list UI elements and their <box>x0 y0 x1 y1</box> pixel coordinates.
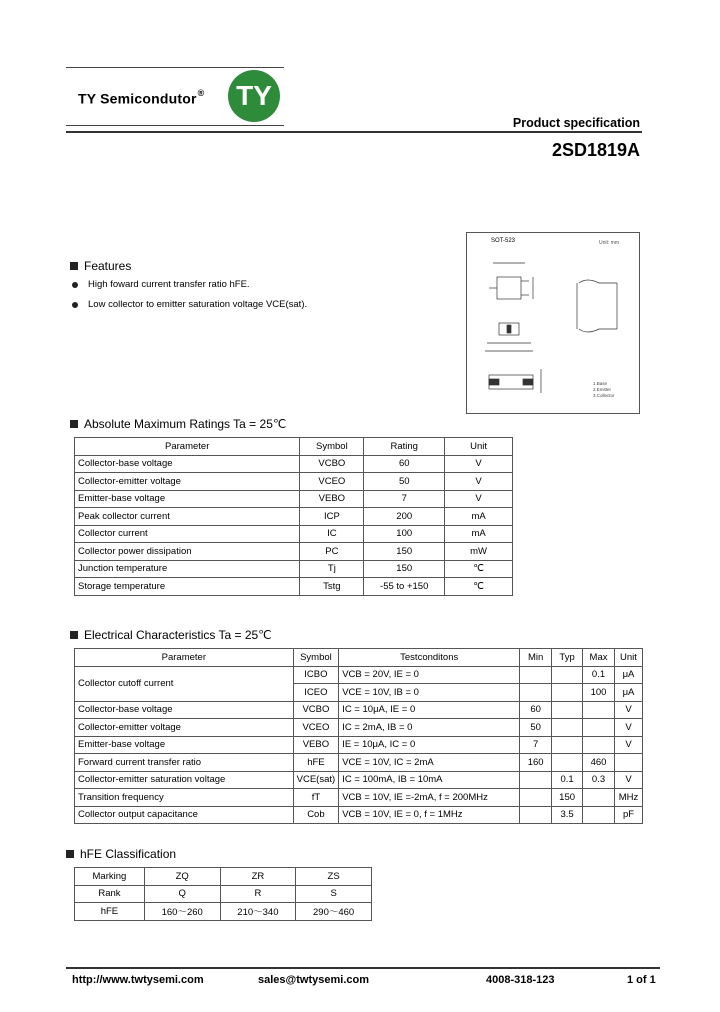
table-cell <box>552 684 583 702</box>
table-cell: 0.1 <box>552 771 583 789</box>
package-pin-list <box>593 381 615 399</box>
table-row <box>75 578 513 596</box>
table-cell: 3.5 <box>552 806 583 824</box>
table-cell: Cob <box>293 806 339 824</box>
table-cell: ℃ <box>445 560 513 578</box>
table-cell <box>583 789 615 807</box>
col-header: Parameter <box>75 438 300 456</box>
elec-table <box>74 648 643 824</box>
part-number: 2SD1819A <box>551 140 640 160</box>
col-header: Typ <box>552 649 583 667</box>
table-cell: PC <box>300 543 364 561</box>
table-row <box>75 789 643 807</box>
table-cell: 200 <box>364 508 445 526</box>
table-cell: 100 <box>364 525 445 543</box>
table-header-row <box>75 649 643 667</box>
table-row <box>75 455 513 473</box>
col-header: Parameter <box>75 649 294 667</box>
table-cell: 0.1 <box>583 666 615 684</box>
table-cell: V <box>445 473 513 491</box>
table-row <box>75 508 513 526</box>
table-cell <box>520 806 552 824</box>
table-cell: V <box>614 771 642 789</box>
table-row <box>75 868 372 886</box>
hfe-title: hFE Classification <box>66 847 176 861</box>
table-cell: mA <box>445 508 513 526</box>
table-cell: Tstg <box>300 578 364 596</box>
table-cell: VEBO <box>293 736 339 754</box>
hfe-table <box>74 867 372 921</box>
table-cell: 150 <box>364 543 445 561</box>
table-cell: ZQ <box>144 868 220 886</box>
col-header: Unit <box>614 649 642 667</box>
table-cell: IC = 100mA, IB = 10mA <box>339 771 520 789</box>
table-cell <box>552 666 583 684</box>
table-row <box>75 666 643 684</box>
table-cell: Tj <box>300 560 364 578</box>
abs-max-table <box>74 437 513 596</box>
table-cell: Peak collector current <box>75 508 300 526</box>
table-cell: VEBO <box>300 490 364 508</box>
table-cell: Q <box>144 885 220 903</box>
table-cell: Marking <box>75 868 145 886</box>
table-cell: mA <box>445 525 513 543</box>
feature-item: Low collector to emitter saturation voltage VCE(sat). <box>72 299 307 310</box>
header-rule-bottom <box>66 125 284 126</box>
table-cell: 460 <box>583 754 615 772</box>
table-cell: VCEO <box>300 473 364 491</box>
table-row <box>75 473 513 491</box>
table-cell: 60 <box>520 701 552 719</box>
table-cell: 50 <box>520 719 552 737</box>
pin-1-label: 1.Base <box>593 381 608 386</box>
footer-url[interactable]: http://www.twtysemi.com <box>72 974 204 986</box>
table-cell <box>552 719 583 737</box>
table-cell: ℃ <box>445 578 513 596</box>
bullet-icon <box>72 282 78 288</box>
table-cell: Collector cutoff current <box>75 666 294 701</box>
table-cell: hFE <box>293 754 339 772</box>
table-row <box>75 771 643 789</box>
features-title: Features <box>70 259 131 273</box>
table-cell: V <box>614 701 642 719</box>
table-cell: 160 <box>520 754 552 772</box>
table-row <box>75 701 643 719</box>
table-cell: Forward current transfer ratio <box>75 754 294 772</box>
table-row <box>75 903 372 921</box>
table-cell: V <box>614 736 642 754</box>
col-header: Symbol <box>300 438 364 456</box>
table-cell: Junction temperature <box>75 560 300 578</box>
table-cell: IE = 10μA, IC = 0 <box>339 736 520 754</box>
table-cell: Collector current <box>75 525 300 543</box>
table-cell: hFE <box>75 903 145 921</box>
table-cell: ICBO <box>293 666 339 684</box>
table-cell <box>583 701 615 719</box>
package-outline-drawing <box>466 232 640 414</box>
package-name: SOT-523 <box>491 238 516 244</box>
table-cell: 7 <box>364 490 445 508</box>
table-cell: 60 <box>364 455 445 473</box>
col-header: Testconditons <box>339 649 520 667</box>
footer-email[interactable]: sales@twtysemi.com <box>258 974 369 986</box>
table-cell <box>520 666 552 684</box>
table-cell <box>583 719 615 737</box>
header-divider <box>66 131 642 133</box>
square-bullet-icon <box>70 420 78 428</box>
table-cell <box>520 771 552 789</box>
abs-max-title: Absolute Maximum Ratings Ta = 25℃ <box>70 417 286 431</box>
table-cell: MHz <box>614 789 642 807</box>
table-cell: 100 <box>583 684 615 702</box>
table-cell: Collector-base voltage <box>75 701 294 719</box>
table-cell: IC = 10μA, IE = 0 <box>339 701 520 719</box>
table-cell: 150 <box>364 560 445 578</box>
table-cell: pF <box>614 806 642 824</box>
square-bullet-icon <box>70 631 78 639</box>
square-bullet-icon <box>70 262 78 270</box>
table-cell: Collector-emitter voltage <box>75 719 294 737</box>
table-cell: VCE = 10V, IC = 2mA <box>339 754 520 772</box>
table-cell: ZR <box>220 868 296 886</box>
elec-title: Electrical Characteristics Ta = 25℃ <box>70 628 272 642</box>
table-cell <box>552 736 583 754</box>
table-row <box>75 490 513 508</box>
table-cell: μA <box>614 666 642 684</box>
footer-divider <box>66 967 660 969</box>
table-row <box>75 885 372 903</box>
header-rule-top <box>66 67 284 68</box>
table-cell: V <box>445 455 513 473</box>
table-cell <box>552 754 583 772</box>
table-cell <box>583 806 615 824</box>
table-cell: Storage temperature <box>75 578 300 596</box>
table-cell: Collector output capacitance <box>75 806 294 824</box>
table-row <box>75 525 513 543</box>
table-cell: VCE = 10V, IB = 0 <box>339 684 520 702</box>
table-cell: ICEO <box>293 684 339 702</box>
footer-page-number: 1 of 1 <box>627 974 656 986</box>
table-cell: 0.3 <box>583 771 615 789</box>
table-cell: Emitter-base voltage <box>75 736 294 754</box>
pin-3-label: 3.Collector <box>593 393 615 398</box>
col-header: Rating <box>364 438 445 456</box>
table-cell: 290～460 <box>296 903 372 921</box>
col-header: Min <box>520 649 552 667</box>
table-cell: VCB = 10V, IE = 0, f = 1MHz <box>339 806 520 824</box>
product-specification: Product specification <box>512 116 640 130</box>
table-cell <box>520 684 552 702</box>
table-cell: 7 <box>520 736 552 754</box>
table-cell: ZS <box>296 868 372 886</box>
table-row <box>75 560 513 578</box>
table-row <box>75 736 643 754</box>
company-name: TY Semicondutor® <box>78 88 205 107</box>
table-cell <box>552 701 583 719</box>
table-cell: IC <box>300 525 364 543</box>
footer-phone: 4008-318-123 <box>486 974 555 986</box>
table-cell: Collector-emitter voltage <box>75 473 300 491</box>
table-cell: Collector-emitter saturation voltage <box>75 771 294 789</box>
bullet-icon <box>72 302 78 308</box>
table-cell: VCBO <box>293 701 339 719</box>
company-logo: TY <box>228 70 280 122</box>
col-header: Unit <box>445 438 513 456</box>
table-cell: VCEO <box>293 719 339 737</box>
table-cell: VCB = 10V, IE =-2mA, f = 200MHz <box>339 789 520 807</box>
table-row <box>75 719 643 737</box>
table-row <box>75 543 513 561</box>
table-cell: fT <box>293 789 339 807</box>
table-cell: Transition frequency <box>75 789 294 807</box>
table-cell: mW <box>445 543 513 561</box>
table-cell: Collector-base voltage <box>75 455 300 473</box>
table-cell <box>583 736 615 754</box>
table-cell: -55 to +150 <box>364 578 445 596</box>
table-cell: VCE(sat) <box>293 771 339 789</box>
table-cell: ICP <box>300 508 364 526</box>
feature-item: High foward current transfer ratio hFE. <box>72 279 250 290</box>
table-cell: μA <box>614 684 642 702</box>
table-row <box>75 806 643 824</box>
square-bullet-icon <box>66 850 74 858</box>
table-cell: S <box>296 885 372 903</box>
table-cell: Emitter-base voltage <box>75 490 300 508</box>
table-cell: VCBO <box>300 455 364 473</box>
table-cell <box>614 754 642 772</box>
package-unit: Unit: mm <box>599 240 619 246</box>
table-cell: VCB = 20V, IE = 0 <box>339 666 520 684</box>
table-header-row <box>75 438 513 456</box>
table-cell: 160～260 <box>144 903 220 921</box>
col-header: Max <box>583 649 615 667</box>
table-cell: IC = 2mA, IB = 0 <box>339 719 520 737</box>
col-header: Symbol <box>293 649 339 667</box>
table-cell: Collector power dissipation <box>75 543 300 561</box>
table-row <box>75 754 643 772</box>
table-cell <box>520 789 552 807</box>
table-cell: R <box>220 885 296 903</box>
table-cell: V <box>445 490 513 508</box>
pin-2-label: 2.Emitter <box>593 387 612 392</box>
table-cell: Rank <box>75 885 145 903</box>
table-cell: 50 <box>364 473 445 491</box>
table-cell: 210～340 <box>220 903 296 921</box>
table-cell: 150 <box>552 789 583 807</box>
table-cell: V <box>614 719 642 737</box>
